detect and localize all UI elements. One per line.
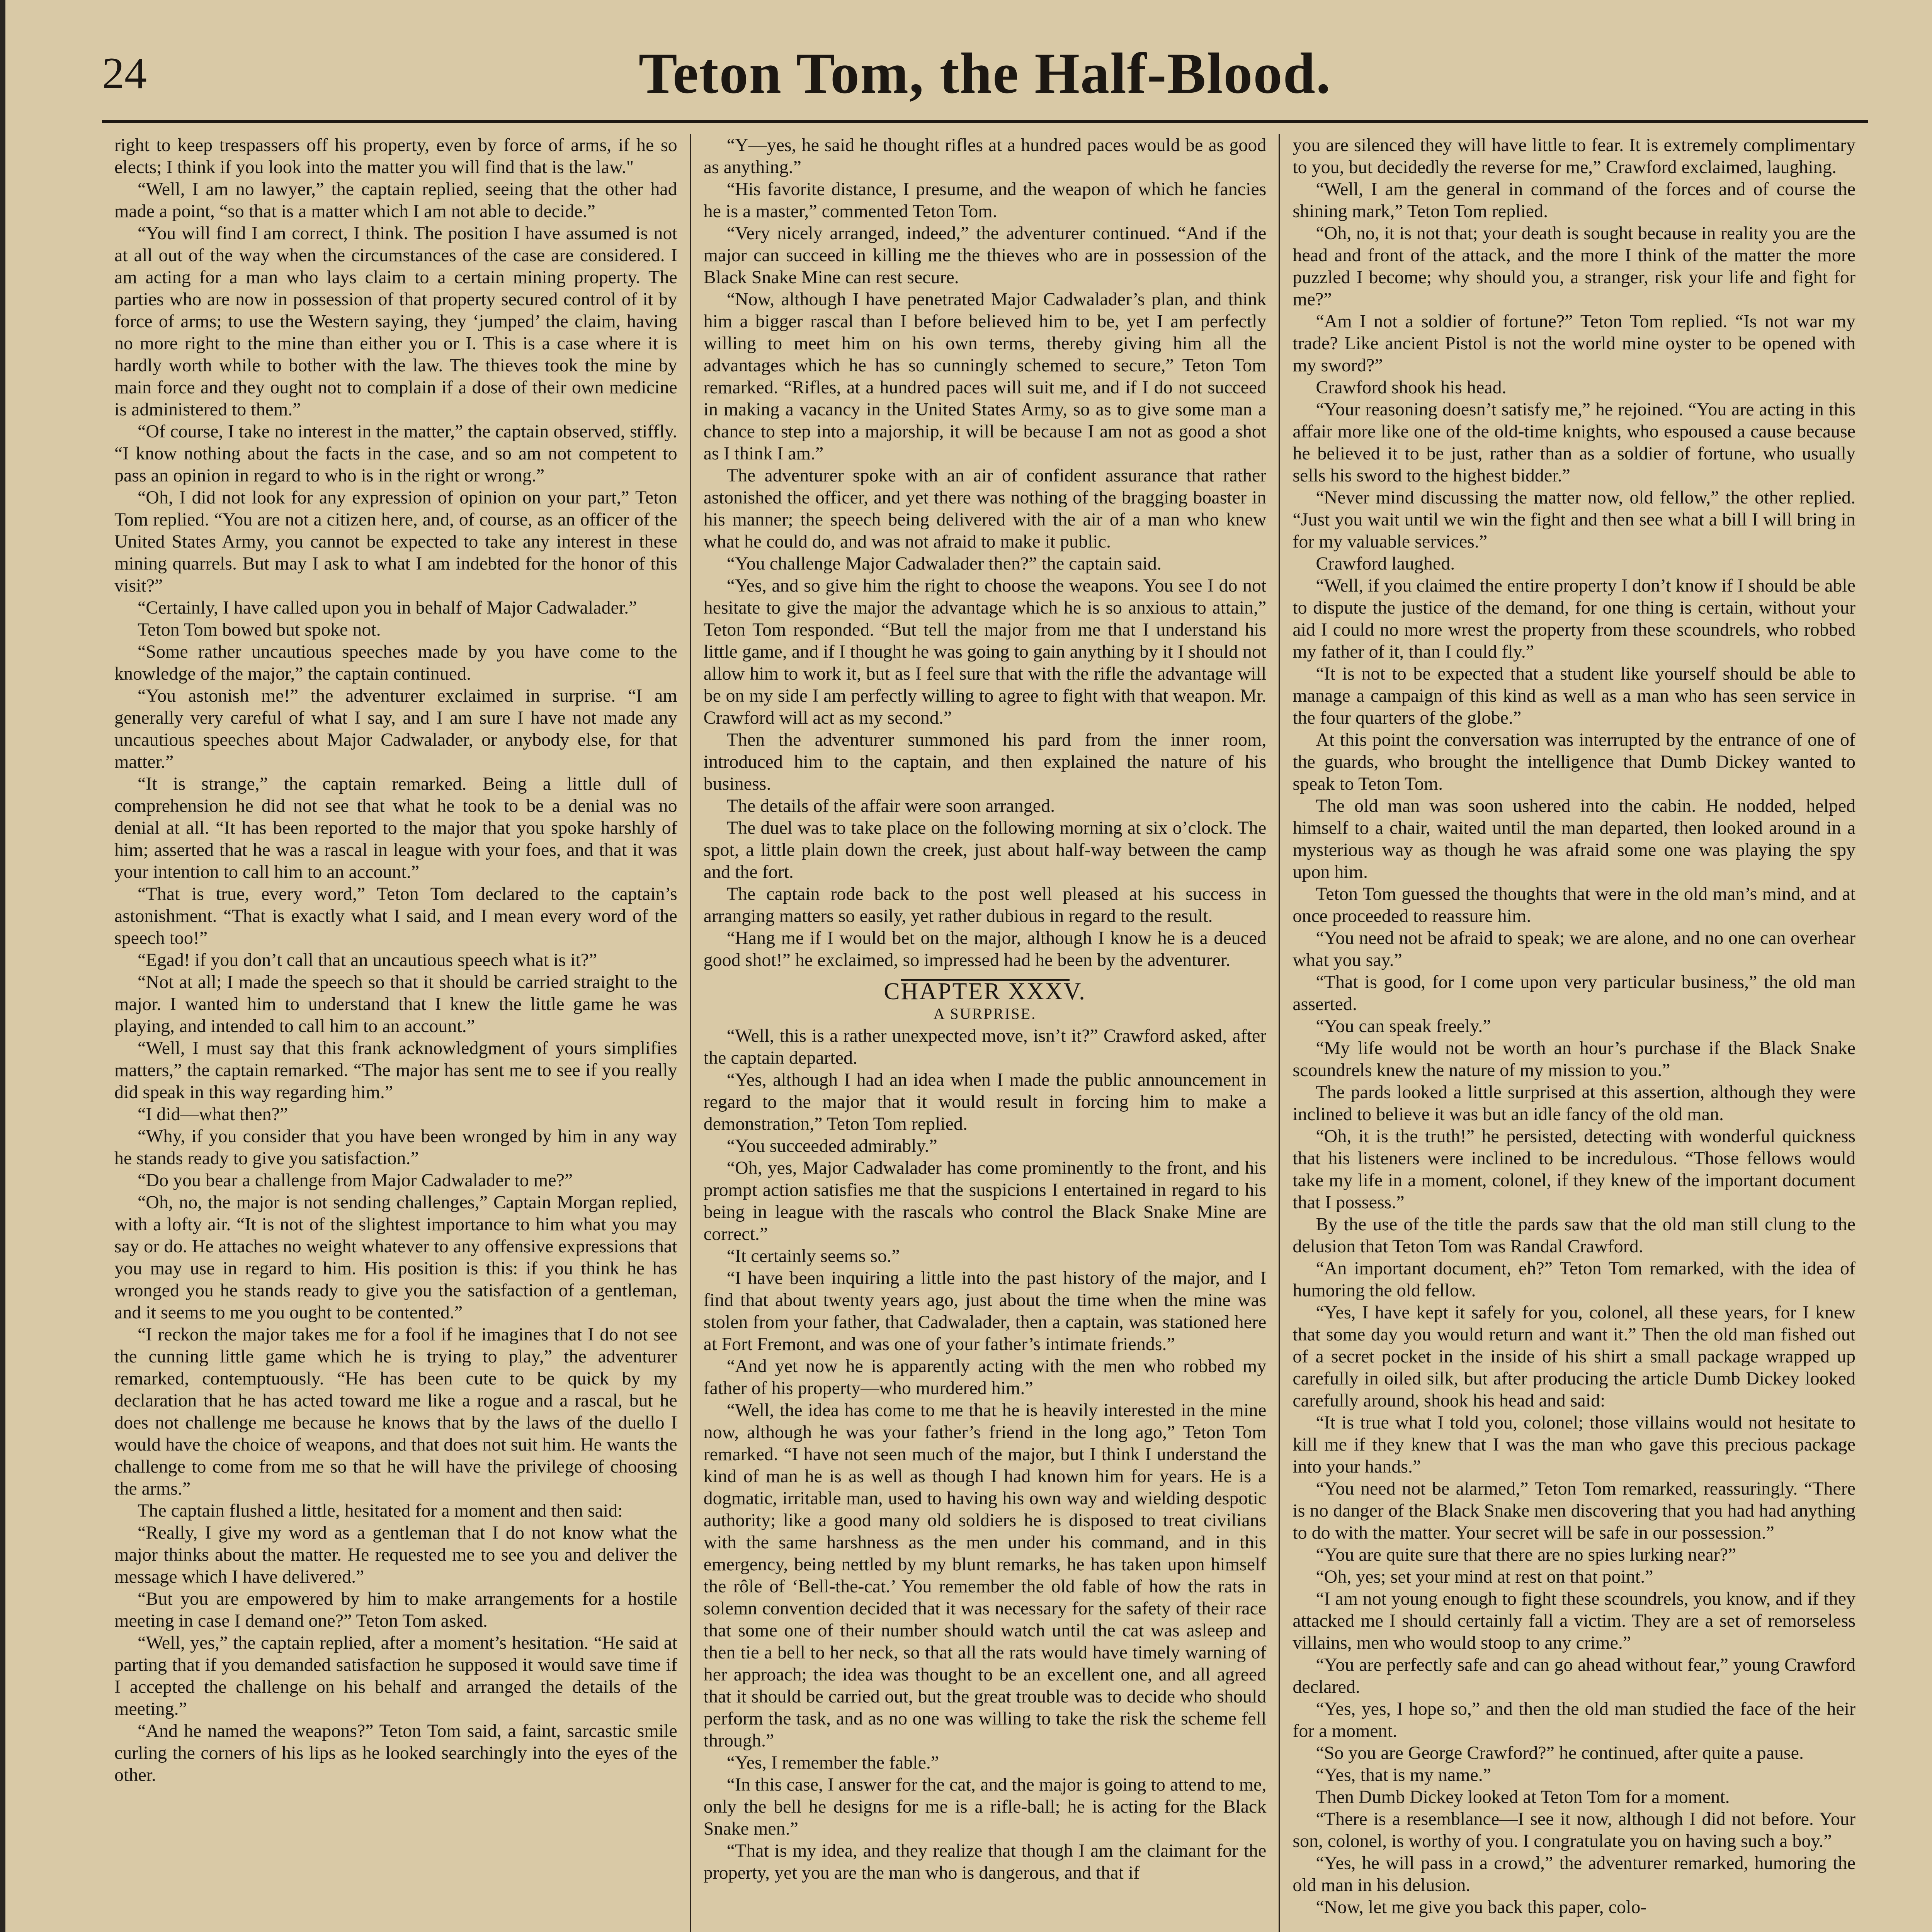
- paragraph: “That is my idea, and they realize that though I am the claimant for the property, yet you are the man who is dangerous, and that if: [703, 1840, 1267, 1883]
- paragraph: “You challenge Major Cadwalader then?” the captain said.: [726, 553, 1162, 574]
- paragraph: “Yes, I remember the fable.”: [726, 1752, 939, 1773]
- page-number: 24: [102, 48, 147, 98]
- paragraph: “It certainly seems so.”: [726, 1246, 900, 1266]
- column-left: [102, 134, 690, 1932]
- paragraph: “You astonish me!” the adventurer exclaimed in surprise. “I am generally very careful of what I say, and I am sure I have not made any uncautious speeches about Major Cadwalader, or anybody else, for that matter.”: [114, 685, 677, 772]
- paragraph: “Oh, yes, Major Cadwalader has come prominently to the front, and his prompt action satisfies me that the suspicions I entertained in regard to his being in league with the rascals who control the Black Snake Mine are correct.”: [703, 1158, 1267, 1244]
- paragraph: “Well, yes,” the captain replied, after a moment’s hesitation. “He said at parting that if you demanded satisfaction he supposed it would save time if I accepted the challenge on his behalf and arranged the details of the meeting.”: [114, 1633, 677, 1719]
- paragraph: The old man was soon ushered into the cabin. He nodded, helped himself to a chair, waited until the man departed, then looked around in a mysterious way as though he was afraid some one was playing the spy upon him.: [1293, 796, 1856, 882]
- paragraph: “Certainly, I have called upon you in behalf of Major Cadwalader.”: [138, 597, 637, 618]
- paragraph: The captain rode back to the post well pleased at his success in arranging matters so easily, yet rather dubious in regard to the result.: [703, 884, 1267, 926]
- paragraph: Crawford laughed.: [1316, 553, 1455, 574]
- paragraph: “I am not young enough to fight these scoundrels, you know, and if they attacked me I should certainly fall a victim. They are a set of remorseless villains, men who would stoop to any crime.”: [1293, 1588, 1856, 1653]
- paragraph: “You are quite sure that there are no spies lurking near?”: [1316, 1544, 1736, 1565]
- paragraph: “Well, I am no lawyer,” the captain replied, seeing that the other had made a point, “so that is a matter which I am not able to decide.”: [114, 179, 677, 221]
- paragraph: “Oh, I did not look for any expression of opinion on your part,” Teton Tom replied. “You are not a citizen here, and, of course, as an officer of the United States Army, you cannot be expected to take any interest in these mining quarrels. But may I ask to what I am indebted for the honor of this visit?”: [114, 487, 677, 596]
- paragraph: “In this case, I answer for the cat, and the major is going to attend to me, only the bell he designs for me is a rifle-ball; he is acting for the Black Snake men.”: [703, 1774, 1267, 1839]
- paragraph: “Y—yes, he said he thought rifles at a hundred paces would be as good as anything.”: [703, 135, 1267, 177]
- paragraph: Then Dumb Dickey looked at Teton Tom for a moment.: [1316, 1787, 1730, 1807]
- paragraph: “Well, the idea has come to me that he is heavily interested in the mine now, although he was your father’s friend in the long ago,” Teton Tom remarked. “I have not seen much of the major, but I think I understand the kind of man he is as well as though I had known him for years. He is a dogmatic, irritable man, used to having his own way and wielding despotic authority; like a good many old soldiers he is disposed to treat civilians with the same harshness as the men under his command, and in this emergency, being nettled by my blunt remarks, he has taken upon himself the rôle of ‘Bell-the-cat.’ You remember the old fable of how the rats in solemn convention decided that it was necessary for the safety of their race that some one of their number should watch until the cat was asleep and then tie a bell to her neck, so that all the rats would have timely warning of her approach; the idea was thought to be an excellent one, and all agreed that it should be carried out, but the great trouble was to decide who should perform the task, and as no one was willing to take the risk the scheme fell through.”: [703, 1400, 1267, 1751]
- paragraph: “That is good, for I come upon very particular business,” the old man asserted.: [1293, 972, 1856, 1014]
- paragraph: “An important document, eh?” Teton Tom remarked, with the idea of humoring the old fellow.: [1293, 1258, 1856, 1301]
- paragraph: “You will find I am correct, I think. The position I have assumed is not at all out of the way when the circumstances of the case are considered. I am acting for a man who lays claim to a certain mining property. The parties who are now in possession of that property secured control of it by force of arms; to use the Western saying, they ‘jumped’ the claim, having no more right to the mine than either you or I. This is a case where it is hardly worth while to bother with the law. The thieves took the mine by main force and they ought not to complain if a dose of their own medicine is administered to them.”: [114, 223, 677, 420]
- paragraph: “You need not be alarmed,” Teton Tom remarked, reassuringly. “There is no danger of the Black Snake men discovering that you had had anything to do with the matter. Your secret will be safe in our possession.”: [1293, 1478, 1856, 1543]
- paragraph: “Well, this is a rather unexpected move, isn’t it?” Crawford asked, after the captain departed.: [703, 1026, 1267, 1068]
- paragraph: Teton Tom bowed but spoke not.: [138, 619, 381, 640]
- paragraph: “My life would not be worth an hour’s purchase if the Black Snake scoundrels knew the nature of my mission to you.”: [1293, 1038, 1856, 1080]
- paragraph: “You succeeded admirably.”: [726, 1136, 937, 1156]
- paragraph: “Yes, I have kept it safely for you, colonel, all these years, for I knew that some day you would return and want it.” Then the old man fished out of a secret pocket in the inside of his shirt a small package wrapped up carefully in oiled silk, but after producing the article Dumb Dickey looked carefully around, shook his head and said:: [1293, 1302, 1856, 1411]
- paragraph: “Very nicely arranged, indeed,” the adventurer continued. “And if the major can succeed in killing me the thieves who are in possession of the Black Snake Mine can rest secure.: [703, 223, 1267, 287]
- paragraph: “And he named the weapons?” Teton Tom said, a faint, sarcastic smile curling the corners of his lips as he looked searchingly into the eyes of the other.: [114, 1721, 677, 1785]
- paragraph: “Do you bear a challenge from Major Cadwalader to me?”: [138, 1170, 573, 1190]
- paragraph: “Now, let me give you back this paper, colo-: [1316, 1897, 1647, 1917]
- paragraph: “Yes, yes, I hope so,” and then the old man studied the face of the heir for a moment.: [1293, 1699, 1856, 1741]
- paragraph: The adventurer spoke with an air of confident assurance that rather astonished the officer, and yet there was nothing of the bragging boaster in his manner; the speech being delivered with the air of a man who knew what he could do, and was not afraid to make it public.: [703, 465, 1267, 552]
- paragraph: “Well, I am the general in command of the forces and of course the shining mark,” Teton Tom replied.: [1293, 179, 1856, 221]
- paragraph: “Well, if you claimed the entire property I don’t know if I should be able to dispute the justice of the demand, for one thing is certain, without your aid I could no more wrest the property from these scoundrels, who robbed my father of it, than I could fly.”: [1293, 575, 1856, 662]
- paragraph: The duel was to take place on the following morning at six o’clock. The spot, a little plain down the creek, just about half-way between the camp and the fort.: [703, 818, 1267, 882]
- paragraph: “And yet now he is apparently acting with the men who robbed my father of his property—who murdered him.”: [703, 1356, 1267, 1398]
- paragraph: “Never mind discussing the matter now, old fellow,” the other replied. “Just you wait until we win the fight and then see what a bill I will bring in for my valuable services.”: [1293, 487, 1856, 552]
- paragraph: By the use of the title the pards saw that the old man still clung to the delusion that Teton Tom was Randal Crawford.: [1293, 1214, 1856, 1257]
- column-right: [1279, 134, 1868, 1932]
- paragraph: “Egad! if you don’t call that an uncautious speech what is it?”: [138, 950, 597, 970]
- paragraph: “You are perfectly safe and can go ahead without fear,” young Crawford declared.: [1293, 1655, 1856, 1697]
- running-title: Teton Tom, the Half-Blood.: [638, 41, 1332, 105]
- paragraph: “There is a resemblance—I see it now, although I did not before. Your son, colonel, is worthy of you. I congratulate you on having such a boy.”: [1293, 1809, 1856, 1851]
- paragraph: “Oh, no, it is not that; your death is sought because in reality you are the head and front of the attack, and the more I think of the matter the more puzzled I become; why should you, a stranger, risk your life and fight for me?”: [1293, 223, 1856, 310]
- paragraph: At this point the conversation was interrupted by the entrance of one of the guards, who brought the intelligence that Dumb Dickey wanted to speak to Teton Tom.: [1293, 730, 1856, 794]
- paragraph: “I did—what then?”: [138, 1104, 288, 1124]
- paragraph: “His favorite distance, I presume, and the weapon of which he fancies he is a master,” commented Teton Tom.: [703, 179, 1267, 221]
- paragraph: Teton Tom guessed the thoughts that were in the old man’s mind, and at once proceeded to reassure him.: [1293, 884, 1856, 926]
- paragraph: “It is not to be expected that a student like yourself should be able to manage a campaign of this kind as well as a man who has seen service in the four quarters of the globe.”: [1293, 663, 1856, 728]
- paragraph: right to keep trespassers off his property, even by force of arms, if he so elects; I think if you look into the matter you will find that is the law.": [114, 135, 677, 177]
- paragraph: “Yes, and so give him the right to choose the weapons. You see I do not hesitate to give the major the advantage which he is so anxious to attain,” Teton Tom responded. “But tell the major from me that I understand his little game, and if I thought he was going to gain anything by it I should not allow him to work it, but as I feel sure that with the rifle the advantage will be on my side I am perfectly willing to agree to fight with that weapon. Mr. Crawford will act as my second.”: [703, 575, 1267, 728]
- paragraph: “Yes, he will pass in a crowd,” the adventurer remarked, humoring the old man in his delusion.: [1293, 1853, 1856, 1895]
- paragraph: “Oh, no, the major is not sending challenges,” Captain Morgan replied, with a lofty air. “It is not of the slightest importance to him what you may say or do. He attaches no weight whatever to any offensive expressions that you may use in regard to him. His position is this: if you think he has wronged you he stands ready to give you the satisfaction of a gentleman, and it seems to me you ought to be contented.”: [114, 1192, 677, 1323]
- paragraph: “Of course, I take no interest in the matter,” the captain observed, stiffly. “I know nothing about the facts in the case, and so am not competent to pass an opinion in regard to who is in the right or wrong.”: [114, 421, 677, 486]
- paragraph: The details of the affair were soon arranged.: [726, 796, 1055, 816]
- paragraph: “That is true, every word,” Teton Tom declared to the captain’s astonishment. “That is exactly what I said, and I mean every word of the speech too!”: [114, 884, 677, 948]
- paragraph: “Oh, yes; set your mind at rest on that point.”: [1316, 1566, 1653, 1587]
- paragraph: “Your reasoning doesn’t satisfy me,” he rejoined. “You are acting in this affair more like one of the old-time knights, who espoused a cause because he believed it to be just, rather than as a soldier of fortune, who usually sells his sword to the highest bidder.”: [1293, 399, 1856, 486]
- paragraph: “Not at all; I made the speech so that it should be carried straight to the major. I wanted him to understand that I knew the little game he was playing, and intended to call him to an account.”: [114, 972, 677, 1036]
- paragraph: “Yes, although I had an idea when I made the public announcement in regard to the major that it would result in forcing him to make a demonstration,” Teton Tom replied.: [703, 1070, 1267, 1134]
- page-header: [102, 27, 1868, 123]
- paragraph: “You can speak freely.”: [1316, 1016, 1491, 1036]
- paragraph: Then the adventurer summoned his pard from the inner room, introduced him to the captain, and then explained the nature of his business.: [703, 730, 1267, 794]
- column-middle: [690, 134, 1279, 1932]
- paragraph: Crawford shook his head.: [1316, 377, 1507, 398]
- paragraph: The captain flushed a little, hesitated for a moment and then said:: [138, 1500, 623, 1521]
- paragraph: “So you are George Crawford?” he continued, after quite a pause.: [1316, 1743, 1804, 1763]
- paragraph: “It is true what I told you, colonel; those villains would not hesitate to kill me if they knew that I was the man who gave this precious package into your hands.”: [1293, 1412, 1856, 1477]
- page: [5, 0, 1932, 1932]
- paragraph: “It is strange,” the captain remarked. Being a little dull of comprehension he did not see that what he took to be a denial was no denial at all. “It has been reported to the major that you spoke harshly of him; asserted that he was a rascal in league with your foes, and that it was your intention to call him to an account.”: [114, 774, 677, 882]
- paragraph: “Some rather uncautious speeches made by you have come to the knowledge of the major,” the captain continued.: [114, 641, 677, 684]
- paragraph: “I reckon the major takes me for a fool if he imagines that I do not see the cunning little game which he is trying to play,” the adventurer remarked, contemptuously. “He has been cute to be quick by my declaration that he has acted toward me like a rogue and a rascal, but he does not challenge me because he knows that by the laws of the duello I would have the choice of weapons, and that does not suit him. He wants the challenge to come from me so that he will have the privilege of choosing the arms.”: [114, 1324, 677, 1499]
- paragraph: “Yes, that is my name.”: [1316, 1765, 1492, 1785]
- paragraph: “Am I not a soldier of fortune?” Teton Tom replied. “Is not war my trade? Like ancient Pistol is not the world mine oyster to be opened with my sword?”: [1293, 311, 1856, 376]
- paragraph: “You need not be afraid to speak; we are alone, and no one can overhear what you say.”: [1293, 928, 1856, 970]
- text-columns: [102, 134, 1868, 1932]
- paragraph: “Oh, it is the truth!” he persisted, detecting with wonderful quickness that his listeners were inclined to be incredulous. “Those fellows would take my life in a moment, colonel, if they knew of the important document that I possess.”: [1293, 1126, 1856, 1213]
- paragraph: you are silenced they will have little to fear. It is extremely complimentary to you, but decidedly the reverse for me,” Crawford exclaimed, laughing.: [1293, 135, 1856, 177]
- paragraph: “Now, although I have penetrated Major Cadwalader’s plan, and think him a bigger rascal than I before believed him to be, yet I am perfectly willing to meet him on his own terms, thereby giving him all the advantages which he has so cunningly schemed to secure,” Teton Tom remarked. “Rifles, at a hundred paces will suit me, and if I do not succeed in making a vacancy in the United States Army, so as to give some man a chance to step into a majorship, it will be because I am not as good a shot as I think I am.”: [703, 289, 1267, 464]
- chapter-subtitle: A SURPRISE.: [933, 1005, 1037, 1022]
- paragraph: “Well, I must say that this frank acknowledgment of yours simplifies matters,” the captain remarked. “The major has sent me to see if you really did speak in this way regarding him.”: [114, 1038, 677, 1102]
- paragraph: “But you are empowered by him to make arrangements for a hostile meeting in case I demand one?” Teton Tom asked.: [114, 1588, 677, 1631]
- paragraph: The pards looked a little surprised at this assertion, although they were inclined to believe it was but an idle fancy of the old man.: [1293, 1082, 1856, 1124]
- paragraph: “I have been inquiring a little into the past history of the major, and I find that about twenty years ago, just about the time when the mine was stolen from your father, that Cadwalader, then a captain, was stationed here at Fort Fremont, and was one of your father’s intimate friends.”: [703, 1268, 1267, 1354]
- chapter-title: CHAPTER XXXV.: [884, 978, 1086, 1005]
- paragraph: “Really, I give my word as a gentleman that I do not know what the major thinks about the matter. He requested me to see you and deliver the message which I have delivered.”: [114, 1522, 677, 1587]
- paragraph: “Hang me if I would bet on the major, although I know he is a deuced good shot!” he exclaimed, so impressed had he been by the adventurer.: [703, 928, 1267, 970]
- paragraph: “Why, if you consider that you have been wronged by him in any way he stands ready to give you satisfaction.”: [114, 1126, 677, 1168]
